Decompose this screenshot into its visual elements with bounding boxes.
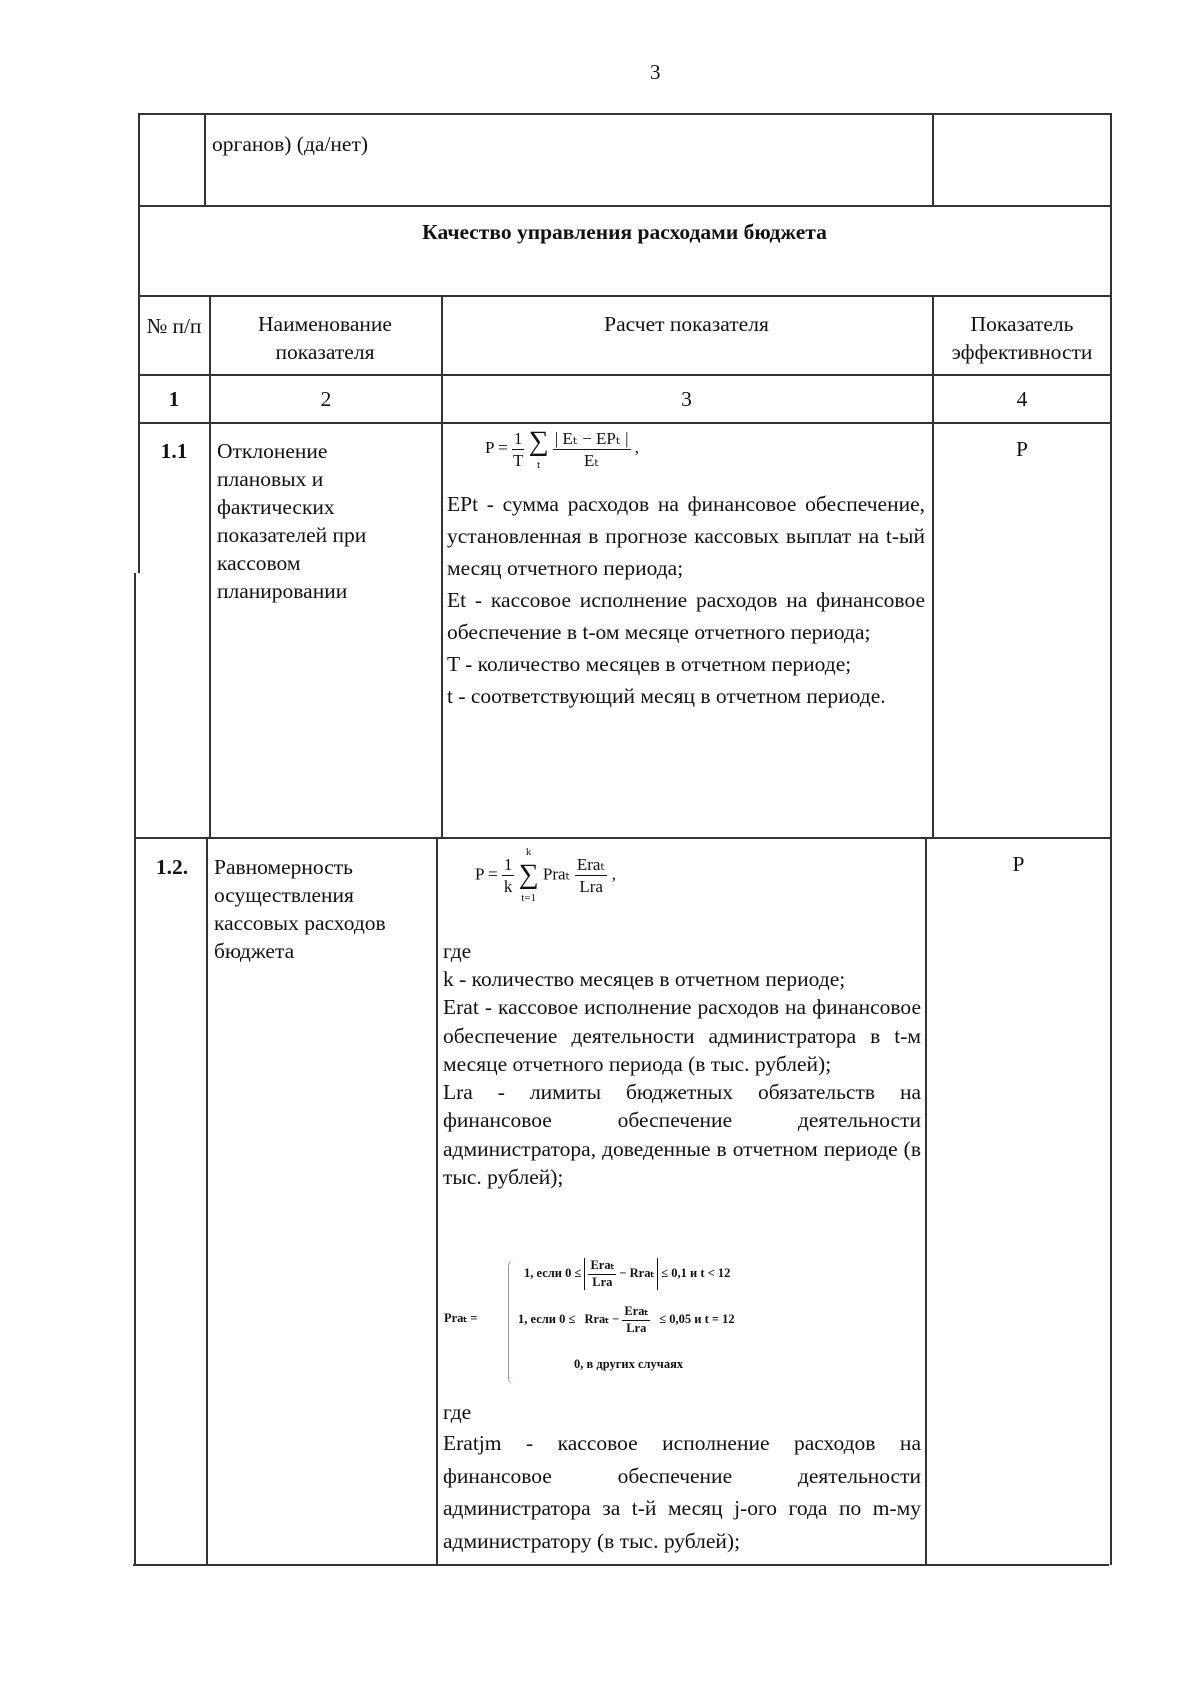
- indicator-value: P: [1012, 852, 1025, 876]
- case-2: 1, если 0 ≤ Rraₜ − $\frac{\text{Eraₜ}}{\text{Lra}}$ ≤ 0,05 и t = 12: [518, 1304, 735, 1335]
- table-border: [138, 422, 1111, 424]
- table-border: [138, 113, 140, 573]
- fraction: $\frac{\text{Eraₜ}}{\text{Lra}}$: [576, 854, 606, 896]
- formula-tail: ,: [634, 438, 640, 458]
- table-border: [138, 205, 1111, 207]
- desc-line: Et - кассовое исполнение расходов на финансовое обеспечение в t-ом месяце отчетного периода;: [447, 588, 925, 644]
- formula-term: Praₜ: [542, 864, 571, 884]
- desc-line: T - количество месяцев в отчетном периоде;: [447, 652, 852, 676]
- table-border: [138, 295, 1111, 297]
- table-border: [441, 295, 443, 837]
- desc-line: EPt - сумма расходов на финансовое обеспечение, установленная в прогнозе кассовых выплат на t-ый месяц отчетного периода;: [447, 492, 925, 580]
- formula-description-2: Eratjm - кассовое исполнение расходов на финансовое обеспечение деятельности администратора за t-й месяц j-ого года по m-му администратору (в тыс. рублей);: [443, 1431, 921, 1553]
- case-1: 1, если 0 ≤ $\frac{\text{Eraₜ}}{\text{Lra}}$ − Rraₜ ≤ 0,1 и t < 12: [524, 1258, 731, 1289]
- fraction: $\frac{\text{| Eₜ − EPₜ |}}{\text{Eₜ}}$: [554, 428, 629, 470]
- table-border: [138, 374, 1111, 376]
- header-number: № п/п: [146, 314, 202, 338]
- row-number: 1.1: [160, 439, 188, 463]
- fraction: $\frac{1}{T}$: [512, 428, 524, 470]
- where-label: где: [443, 939, 472, 963]
- formula-lhs: P =: [475, 864, 498, 884]
- formula-tail: ,: [611, 864, 616, 884]
- section-title: Качество управления расходами бюджета: [422, 220, 827, 244]
- continued-row-text: органов) (да/нет): [212, 132, 369, 156]
- table-border: [204, 113, 206, 205]
- table-border: [138, 113, 1111, 115]
- header-name: Наименование показателя: [258, 312, 392, 364]
- table-border: [436, 837, 438, 1565]
- formula-deviation: [485, 426, 639, 472]
- sum-symbol: ∑ t: [528, 426, 549, 472]
- page-number: 3: [650, 60, 661, 84]
- table-border: [925, 837, 927, 1565]
- desc-line: k - количество месяцев в отчетном периоде;: [443, 967, 846, 991]
- formula-description: [443, 965, 921, 1191]
- table-border: [133, 1564, 1109, 1566]
- formula-uniformity: [475, 845, 616, 906]
- header-number-4: 4: [1016, 387, 1028, 411]
- header-calculation: Расчет показателя: [604, 312, 769, 336]
- header-number-3: 3: [681, 387, 692, 411]
- header-number-1: 1: [168, 387, 180, 411]
- table-border: [209, 295, 211, 837]
- formula-description: [447, 488, 925, 712]
- where-label: где: [443, 1400, 472, 1424]
- desc-line: Erat - кассовое исполнение расходов на финансовое обеспечение деятельности администратора в t-м месяце отчетного периода (в тыс. рублей);: [443, 995, 921, 1076]
- brace: [508, 1260, 515, 1384]
- row-number: 1.2.: [155, 855, 189, 879]
- header-number-2: 2: [320, 387, 332, 411]
- table-border: [134, 573, 136, 1565]
- piecewise-lhs: Praₜ =: [444, 1311, 478, 1325]
- table-border: [932, 295, 934, 837]
- formula-lhs: P =: [485, 438, 508, 458]
- table-border: [206, 837, 208, 1565]
- desc-line: t - соответствующий месяц в отчетном периоде.: [447, 684, 886, 708]
- sum-symbol: k ∑ t=1: [518, 846, 539, 905]
- table-border: [136, 837, 1111, 839]
- desc-line: Lra - лимиты бюджетных обязательств на финансовое обеспечение деятельности администратора, доведенные в отчетном периоде (в тыс. рублей);: [443, 1080, 921, 1190]
- header-indicator: Показатель эффективности: [951, 312, 1093, 364]
- table-border: [932, 113, 934, 205]
- case-3: 0, в других случаях: [574, 1357, 684, 1371]
- row-name: Отклонение плановых и фактических показателей при кассовом планировании: [217, 439, 367, 603]
- piecewise-formula: [444, 1258, 919, 1392]
- indicator-value: P: [1016, 437, 1028, 461]
- table-border: [1110, 113, 1112, 1565]
- fraction: $\frac{1}{k}$: [503, 854, 513, 896]
- row-name: Равномерность осуществления кассовых расходов бюджета: [214, 855, 386, 963]
